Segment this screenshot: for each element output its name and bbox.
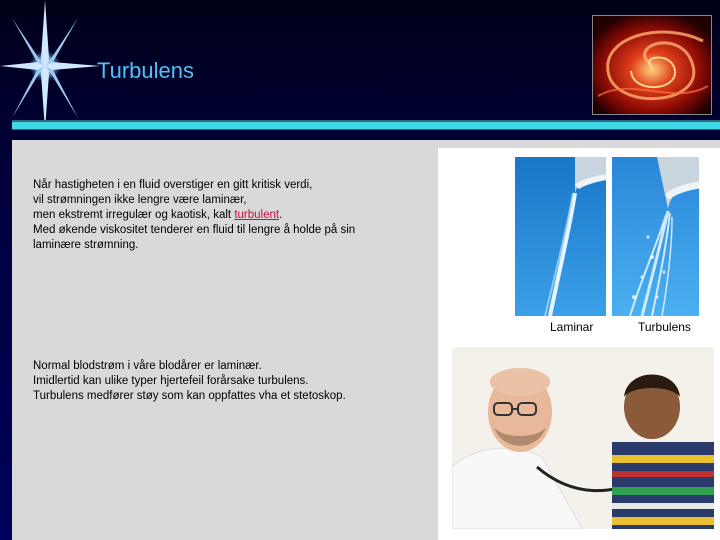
para1-line5: laminære strømning. bbox=[33, 239, 139, 251]
paragraph-turbulence-definition bbox=[33, 178, 355, 253]
star-burst-decoration bbox=[0, 0, 100, 130]
para1-line2: vil strømningen ikke lengre være laminær, bbox=[33, 194, 247, 206]
turbulent-link[interactable]: turbulent bbox=[234, 209, 280, 221]
turbulens-label: Turbulens bbox=[638, 320, 691, 334]
laminar-flow-photo bbox=[515, 157, 606, 316]
header-divider bbox=[12, 122, 720, 129]
laminar-label: Laminar bbox=[550, 320, 594, 334]
para1-line1: Når hastigheten i en fluid overstiger en gitt kritisk verdi, bbox=[33, 179, 313, 191]
paragraph-blood-flow bbox=[33, 359, 346, 404]
para1-line4: Med økende viskositet tenderer en fluid til lengre å holde på sin bbox=[33, 224, 356, 236]
slide-title: Turbulens bbox=[97, 58, 195, 83]
para2-line2: Imidlertid kan ulike typer hjertefeil forårsake turbulens. bbox=[33, 375, 309, 387]
para2-line3: Turbulens medfører støy som kan oppfattes vha et stetoskop. bbox=[33, 390, 346, 402]
para1-line3: men ekstremt irregulær og kaotisk, kalt bbox=[33, 209, 235, 221]
para2-line1: Normal blodstrøm i våre blodårer er laminær. bbox=[33, 360, 262, 372]
para1-line3-end: . bbox=[279, 209, 283, 221]
turbulent-flow-photo bbox=[612, 157, 699, 316]
doctor-stethoscope-photo bbox=[452, 347, 714, 529]
turbulence-swirl-image bbox=[592, 15, 712, 115]
